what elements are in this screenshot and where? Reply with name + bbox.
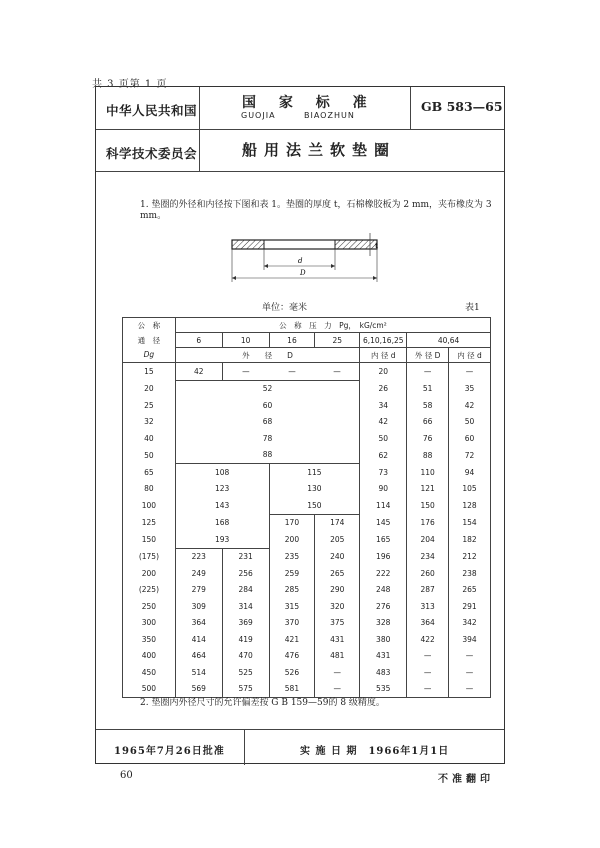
th-p-all: 6,10,16,25	[360, 333, 407, 348]
table-cell: 114	[360, 497, 407, 514]
th-inner: 内 径 d	[360, 348, 407, 363]
table-row	[123, 681, 491, 698]
table-cell: 200	[269, 531, 315, 548]
table-cell: 276	[360, 598, 407, 615]
table-cell: 259	[269, 565, 315, 582]
table-cell: 238	[462, 568, 477, 578]
table-cell: 535	[360, 681, 407, 698]
table-cell: 130	[269, 481, 360, 498]
table-cell: 143	[175, 497, 269, 514]
table-row	[123, 497, 491, 514]
table-cell: 123	[175, 481, 269, 498]
table-cell: 287	[407, 582, 449, 599]
table-cell: 290	[315, 582, 360, 599]
table-cell: 40	[123, 430, 176, 447]
table-cell: 193	[175, 531, 269, 548]
table-cell: —	[407, 648, 449, 665]
doc-title: 船用法兰软垫圈	[242, 141, 397, 159]
table-cell: 128	[462, 501, 477, 510]
th-p10: 10	[222, 333, 269, 348]
th-dg: Dg	[123, 348, 176, 363]
table-cell: 20	[360, 363, 407, 381]
unit-label: 单位：毫米	[262, 303, 308, 313]
table-cell: 52	[175, 380, 359, 397]
pinyin-biaozhun: BIAOZHUN	[304, 111, 355, 120]
table-cell: 369	[222, 615, 269, 632]
page-count: 共 3 页第 1 页	[92, 79, 168, 90]
approval-date: 1965年7月26日批准	[114, 746, 225, 757]
table-cell: 76	[407, 430, 449, 447]
table-cell: 204	[407, 531, 449, 548]
table-cell: 62	[360, 447, 407, 464]
table-cell: 315	[269, 598, 315, 615]
table-cell: 265	[462, 585, 477, 595]
table-row	[123, 380, 491, 397]
dim-D-label: D	[300, 269, 306, 277]
header-vline-1	[199, 87, 200, 171]
table-cell: 35	[464, 384, 475, 393]
table-cell: 476	[269, 648, 315, 665]
table-row	[123, 631, 491, 648]
table-row	[123, 414, 491, 431]
table-cell: —	[465, 651, 474, 661]
table-cell: 431	[360, 648, 407, 665]
dim-d-label: d	[298, 257, 303, 265]
table-cell: 60	[175, 397, 359, 414]
table-cell: 115	[269, 464, 360, 481]
table-cell: 419	[222, 631, 269, 648]
country-name: 中华人民共和国	[106, 103, 198, 118]
table-cell: 364	[407, 615, 449, 632]
table-cell: 450	[123, 664, 176, 681]
table-cell: 42	[360, 414, 407, 431]
table-cell: 481	[315, 648, 360, 665]
table-cell: 32	[123, 414, 176, 431]
table-cell: 370	[269, 615, 315, 632]
table-cell: 212	[462, 552, 477, 561]
table-cell: 66	[407, 414, 449, 431]
table-cell: 42	[175, 363, 222, 381]
table-cell: —	[288, 366, 296, 376]
table-cell: 60	[464, 433, 475, 443]
table-cell: 256	[222, 565, 269, 582]
table-row	[123, 363, 491, 381]
table-cell: 108	[175, 464, 269, 481]
table-cell: 526	[269, 664, 315, 681]
committee-name: 科学技术委员会	[106, 146, 198, 161]
table-row	[123, 582, 491, 599]
table-cell: 248	[360, 582, 407, 599]
table-row	[123, 481, 491, 498]
table-cell: 15	[123, 363, 176, 381]
table-row	[123, 514, 491, 531]
table-cell: 168	[175, 514, 269, 531]
page-number: 60	[120, 770, 133, 781]
table-cell: 73	[360, 464, 407, 481]
pinyin-guojia: GUOJIA	[241, 111, 276, 120]
table-cell: (175)	[123, 548, 176, 565]
table-cell: 196	[360, 548, 407, 565]
table-cell: 431	[315, 631, 360, 648]
table-cell: 250	[123, 598, 176, 615]
th-diameter: 通 径	[123, 333, 176, 348]
table-cell: 328	[360, 615, 407, 632]
table-cell: —	[315, 363, 360, 381]
table-cell: 105	[462, 484, 477, 494]
table-row	[123, 430, 491, 447]
table-cell: —	[407, 363, 449, 381]
table-cell: 51	[407, 380, 449, 397]
gasket-drawing	[222, 228, 392, 290]
table-cell: 575	[222, 681, 269, 698]
table-row	[123, 447, 491, 464]
table-cell: 394	[462, 634, 477, 644]
table-cell: 223	[175, 548, 222, 565]
table-cell: —	[315, 664, 360, 681]
table-cell: 25	[123, 397, 176, 414]
header-vline-2	[410, 87, 411, 129]
th-outer2: 外 径 D	[407, 348, 449, 363]
table-row	[123, 531, 491, 548]
th-nominal: 公 称	[123, 318, 176, 333]
table-row	[123, 548, 491, 565]
th-p25: 25	[315, 333, 360, 348]
gasket-dimension-table	[122, 317, 491, 698]
effective-date: 实 施 日 期 1966年1月1日	[300, 746, 450, 757]
table-cell: 58	[407, 397, 449, 414]
table-cell: 525	[222, 664, 269, 681]
table-cell: 284	[222, 582, 269, 599]
table-cell: 231	[222, 548, 269, 565]
table-cell: 470	[222, 648, 269, 665]
table-cell: 483	[360, 664, 407, 681]
table-cell: 50	[123, 447, 176, 464]
table-cell: 65	[123, 464, 176, 481]
table-cell: —	[315, 681, 360, 698]
table-cell: 100	[123, 497, 176, 514]
table-cell: 222	[360, 565, 407, 582]
no-reprint-notice: 不准翻印	[438, 774, 494, 785]
th-p6: 6	[175, 333, 222, 348]
table-cell: 125	[123, 514, 176, 531]
table-cell: 464	[175, 648, 222, 665]
table-cell: —	[407, 664, 449, 681]
clause-1: 1. 垫圈的外径和内径按下图和表 1。垫圈的厚度 t，石棉橡胶板为 2 mm，夹布橡皮为 3 mm。	[140, 200, 492, 221]
table-cell: 145	[360, 514, 407, 531]
table-cell: 150	[269, 497, 360, 514]
table-cell: 88	[175, 447, 359, 464]
table-cell: 350	[123, 631, 176, 648]
table-cell: 414	[175, 631, 222, 648]
table-cell: 94	[464, 467, 475, 477]
table-row	[123, 648, 491, 665]
table-cell: 260	[407, 565, 449, 582]
table-cell: 285	[269, 582, 315, 599]
table-cell: 154	[462, 518, 477, 527]
footer-divider	[96, 729, 504, 730]
th-outer: 外 径 D	[175, 348, 359, 363]
table-cell: —	[407, 681, 449, 698]
table-cell: —	[465, 367, 474, 376]
table-cell: 174	[315, 514, 360, 531]
table-row	[123, 615, 491, 632]
table-cell: 50	[360, 430, 407, 447]
table-row	[123, 664, 491, 681]
footer-vline	[244, 729, 245, 765]
th-inner2: 内 径 d	[449, 348, 491, 363]
table-cell: (225)	[123, 582, 176, 599]
table-cell: 309	[175, 598, 222, 615]
table-row	[123, 598, 491, 615]
table-cell: 422	[407, 631, 449, 648]
std-number: GB 583—65	[421, 99, 503, 114]
table-cell: 313	[407, 598, 449, 615]
table-cell: 234	[407, 548, 449, 565]
table-cell: 364	[175, 615, 222, 632]
table-cell: 90	[360, 481, 407, 498]
table-cell: 421	[269, 631, 315, 648]
table-cell: —	[465, 667, 474, 677]
table-cell: 68	[175, 414, 359, 431]
table-cell: 121	[407, 481, 449, 498]
table-cell: 569	[175, 681, 222, 698]
std-label: 国 家 标 准	[242, 95, 376, 111]
table-cell: 42	[464, 400, 475, 410]
table-cell: 320	[315, 598, 360, 615]
table-cell: 342	[462, 618, 477, 628]
table-cell: 182	[462, 535, 477, 544]
table-cell: 50	[464, 417, 475, 427]
clause-2: 2. 垫圈内外径尺寸的允许偏差按 G B 159—59的 8 级精度。	[140, 698, 385, 708]
table-cell: 400	[123, 648, 176, 665]
table-cell: 176	[407, 514, 449, 531]
table-cell: 20	[123, 380, 176, 397]
table-cell: 205	[315, 531, 360, 548]
table-cell: 165	[360, 531, 407, 548]
table-row	[123, 565, 491, 582]
table-cell: 78	[175, 430, 359, 447]
table-cell: 110	[407, 464, 449, 481]
table-cell: 375	[315, 615, 360, 632]
table-row	[123, 464, 491, 481]
table-cell: 80	[123, 481, 176, 498]
table-cell: 34	[360, 397, 407, 414]
table-cell: 249	[175, 565, 222, 582]
table-cell: 200	[123, 565, 176, 582]
table-cell: 150	[123, 531, 176, 548]
th-pressure: 公 称 压 力 Pg， kG/cm²	[175, 318, 490, 333]
table-cell: 314	[222, 598, 269, 615]
table-cell: —	[242, 366, 250, 376]
dim-t-label: t	[375, 242, 378, 250]
table-cell: 72	[464, 450, 475, 460]
table-cell: 279	[175, 582, 222, 599]
th-p40: 40,64	[407, 333, 491, 348]
gasket-section	[232, 240, 377, 249]
table-cell: 500	[123, 681, 176, 698]
table-cell: 291	[462, 601, 477, 611]
table-cell: 235	[269, 548, 315, 565]
table-cell: 265	[315, 565, 360, 582]
table-cell: 88	[407, 447, 449, 464]
table-row	[123, 397, 491, 414]
table-cell: 26	[360, 380, 407, 397]
table-cell: 240	[315, 548, 360, 565]
table-cell: —	[465, 684, 474, 694]
table-cell: 514	[175, 664, 222, 681]
table-cell: 581	[269, 681, 315, 698]
th-p16: 16	[269, 333, 315, 348]
header-divider	[96, 129, 504, 130]
table-cell: 380	[360, 631, 407, 648]
table-cell: 150	[407, 497, 449, 514]
table-cell: 300	[123, 615, 176, 632]
table-label: 表1	[465, 303, 480, 313]
header-bottom-line	[96, 171, 504, 172]
table-cell: 170	[269, 514, 315, 531]
